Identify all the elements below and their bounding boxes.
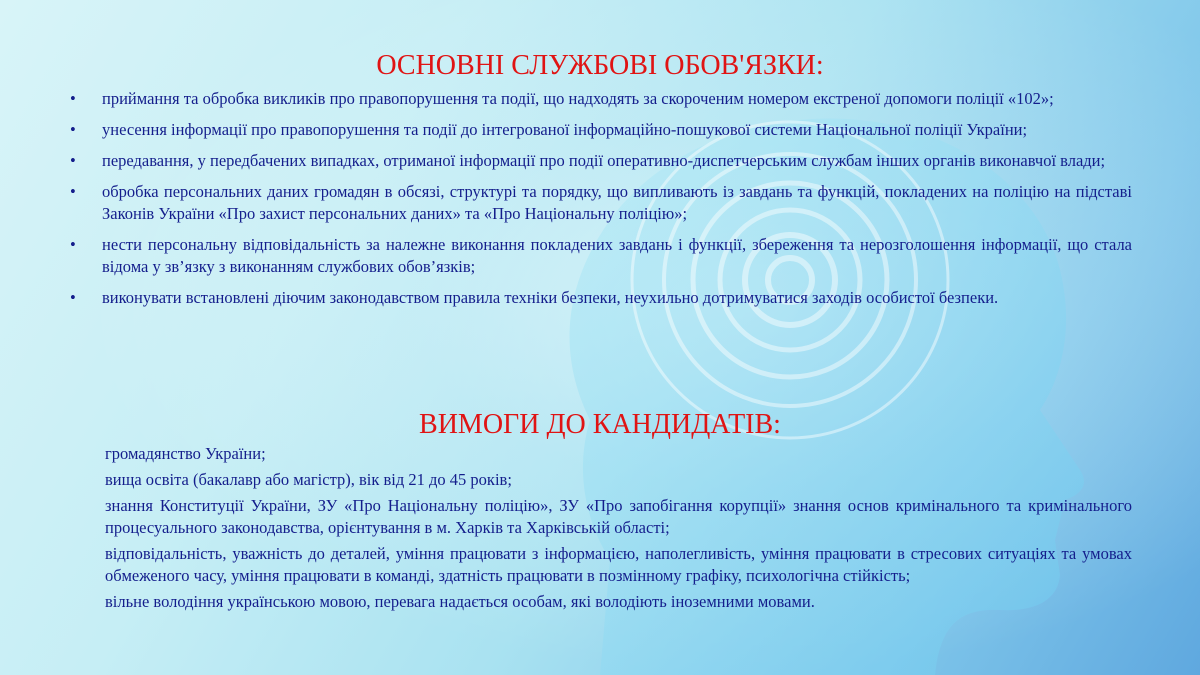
requirement-item: вища освіта (бакалавр або магістр), вік від 21 до 45 років; <box>105 470 512 489</box>
duty-text: виконувати встановлені діючим законодавством правила техніки безпеки, неухильно дотримуватися заходів особистої безпеки. <box>102 288 999 307</box>
bullet-icon: • <box>70 89 76 108</box>
duty-text: передавання, у передбачених випадках, отриманої інформації про події оперативно-диспетчерським службам інших органів виконавчої влади; <box>102 151 1106 170</box>
duty-text: приймання та обробка викликів про правопорушення та події, що надходять за скороченим номером екстреної допомоги поліції «102»; <box>102 89 1054 108</box>
bullet-icon: • <box>70 182 76 201</box>
bullet-icon: • <box>70 235 76 254</box>
duty-text: унесення інформації про правопорушення та події до інтегрованої інформаційно-пошукової системи Національної поліції України; <box>102 120 1028 139</box>
bullet-icon: • <box>70 120 76 139</box>
duty-text: обробка персональних даних громадян в обсязі, структурі та порядку, що випливають із завдань та функцій, покладених на поліцію на підставі Законів України «Про захист персональних даних» та «Про Національну поліцію»; <box>102 182 1132 223</box>
list-item <box>70 181 1132 225</box>
duty-text: нести персональну відповідальність за належне виконання покладених завдань і функції, збереження та нерозголошення інформації, що стала відома у зв’язку з виконанням службових обов’язків; <box>102 235 1132 276</box>
requirement-item: відповідальність, уважність до деталей, уміння працювати з інформацією, наполегливість, уміння працювати в стресових ситуаціях та умовах обмеженого часу, уміння працювати в команді, здатність працювати в позмінному графіку, психологічна стійкість; <box>105 544 1132 585</box>
list-item <box>70 119 1132 141</box>
list-item <box>70 234 1132 278</box>
list-item <box>70 287 1132 309</box>
requirements-list <box>105 443 1132 617</box>
duties-list <box>70 88 1132 318</box>
requirements-heading: ВИМОГИ ДО КАНДИДАТІВ: <box>419 409 781 440</box>
list-item <box>70 150 1132 172</box>
requirement-item: вільне володіння українською мовою, перевага надається особам, які володіють іноземними мовами. <box>105 592 815 611</box>
bullet-icon: • <box>70 288 76 307</box>
bullet-icon: • <box>70 151 76 170</box>
duties-heading: ОСНОВНІ СЛУЖБОВІ ОБОВ'ЯЗКИ: <box>376 50 824 81</box>
requirement-item: знання Конституції України, ЗУ «Про Національну поліцію», ЗУ «Про запобігання корупції» знання основ кримінального та кримінального процесуального законодавства, орієнтування в м. Харків та Харківській області; <box>105 496 1132 537</box>
requirement-item: громадянство України; <box>105 444 266 463</box>
list-item <box>70 88 1132 110</box>
